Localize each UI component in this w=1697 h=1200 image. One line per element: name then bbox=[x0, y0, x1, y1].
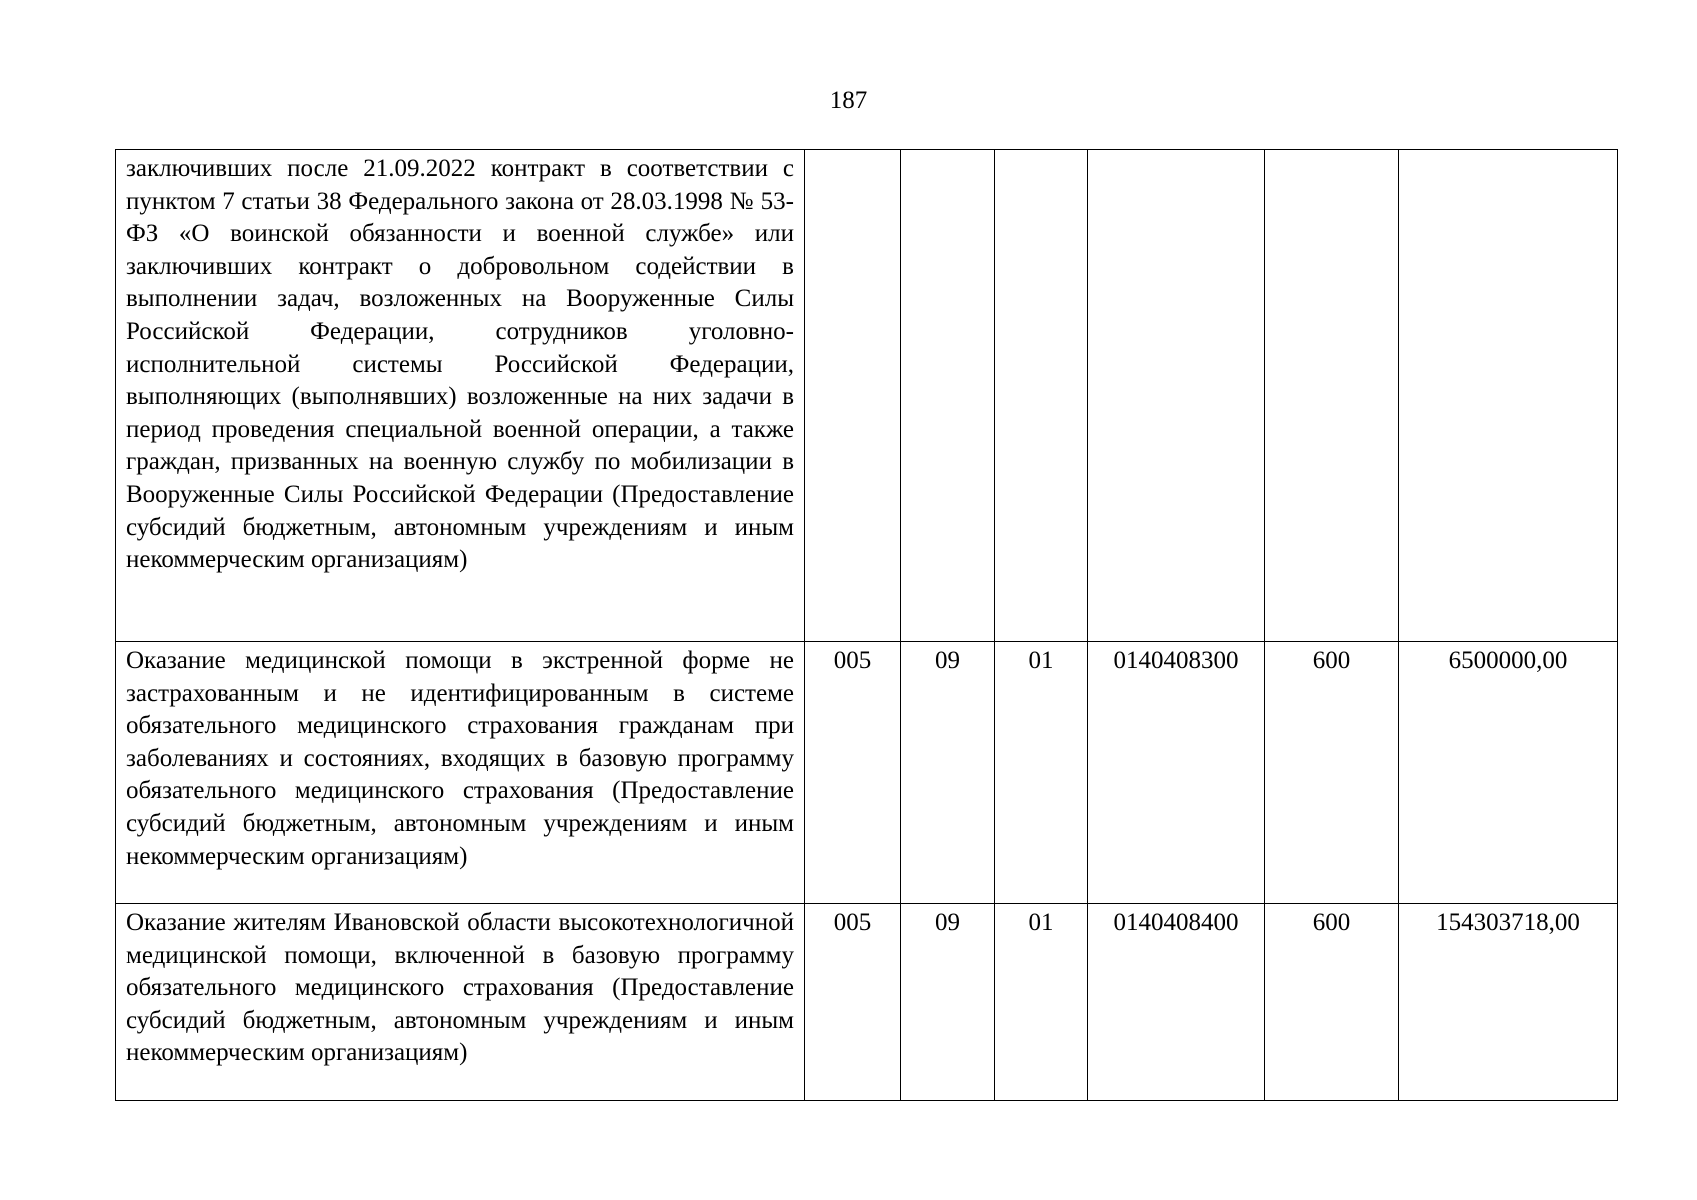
row-description: заключивших после 21.09.2022 контракт в соответствии с пунктом 7 статьи 38 Федерального закона от 28.03.1998 № 53-ФЗ «О воинской обязанности и военной службе» или заключивших контракт о добровольном содействии в выполнении задач, возложенных на Вооруженные Силы Российской Федерации, сотрудников уголовно-исполнительной системы Российской Федерации, выполняющих (выполнявших) возложенные на них задачи в период проведения специальной военной операции, а также граждан, призванных на военную службу по мобилизации в Вооруженные Силы Российской Федерации (Предоставление субсидий бюджетным, автономным учреждениям и иным некоммерческим организациям) bbox=[116, 150, 805, 642]
section-code: 09 bbox=[901, 642, 995, 904]
budget-table bbox=[115, 149, 1618, 1101]
expense-type-code bbox=[1265, 150, 1399, 642]
target-item-code bbox=[1088, 150, 1265, 642]
row-description: Оказание медицинской помощи в экстренной форме не застрахованным и не идентифицированным в системе обязательного медицинского страхования гражданам при заболеваниях и состояниях, входящих в базовую программу обязательного медицинского страхования (Предоставление субсидий бюджетным, автономным учреждениям и иным некоммерческим организациям) bbox=[116, 642, 805, 904]
amount-value: 154303718,00 bbox=[1399, 904, 1618, 1101]
target-item-code: 0140408300 bbox=[1088, 642, 1265, 904]
table-row bbox=[116, 904, 1618, 1101]
row-description: Оказание жителям Ивановской области высокотехнологичной медицинской помощи, включенной в базовую программу обязательного медицинского страхования (Предоставление субсидий бюджетным, автономным учреждениям и иным некоммерческим организациям) bbox=[116, 904, 805, 1101]
ministry-code bbox=[805, 150, 901, 642]
page-number: 187 bbox=[829, 87, 868, 114]
table-row bbox=[116, 150, 1618, 642]
ministry-code: 005 bbox=[805, 904, 901, 1101]
amount-value: 6500000,00 bbox=[1399, 642, 1618, 904]
amount-value bbox=[1399, 150, 1618, 642]
ministry-code: 005 bbox=[805, 642, 901, 904]
expense-type-code: 600 bbox=[1265, 904, 1399, 1101]
section-code: 09 bbox=[901, 904, 995, 1101]
subsection-code bbox=[995, 150, 1088, 642]
target-item-code: 0140408400 bbox=[1088, 904, 1265, 1101]
subsection-code: 01 bbox=[995, 904, 1088, 1101]
expense-type-code: 600 bbox=[1265, 642, 1399, 904]
table-row bbox=[116, 642, 1618, 904]
subsection-code: 01 bbox=[995, 642, 1088, 904]
section-code bbox=[901, 150, 995, 642]
